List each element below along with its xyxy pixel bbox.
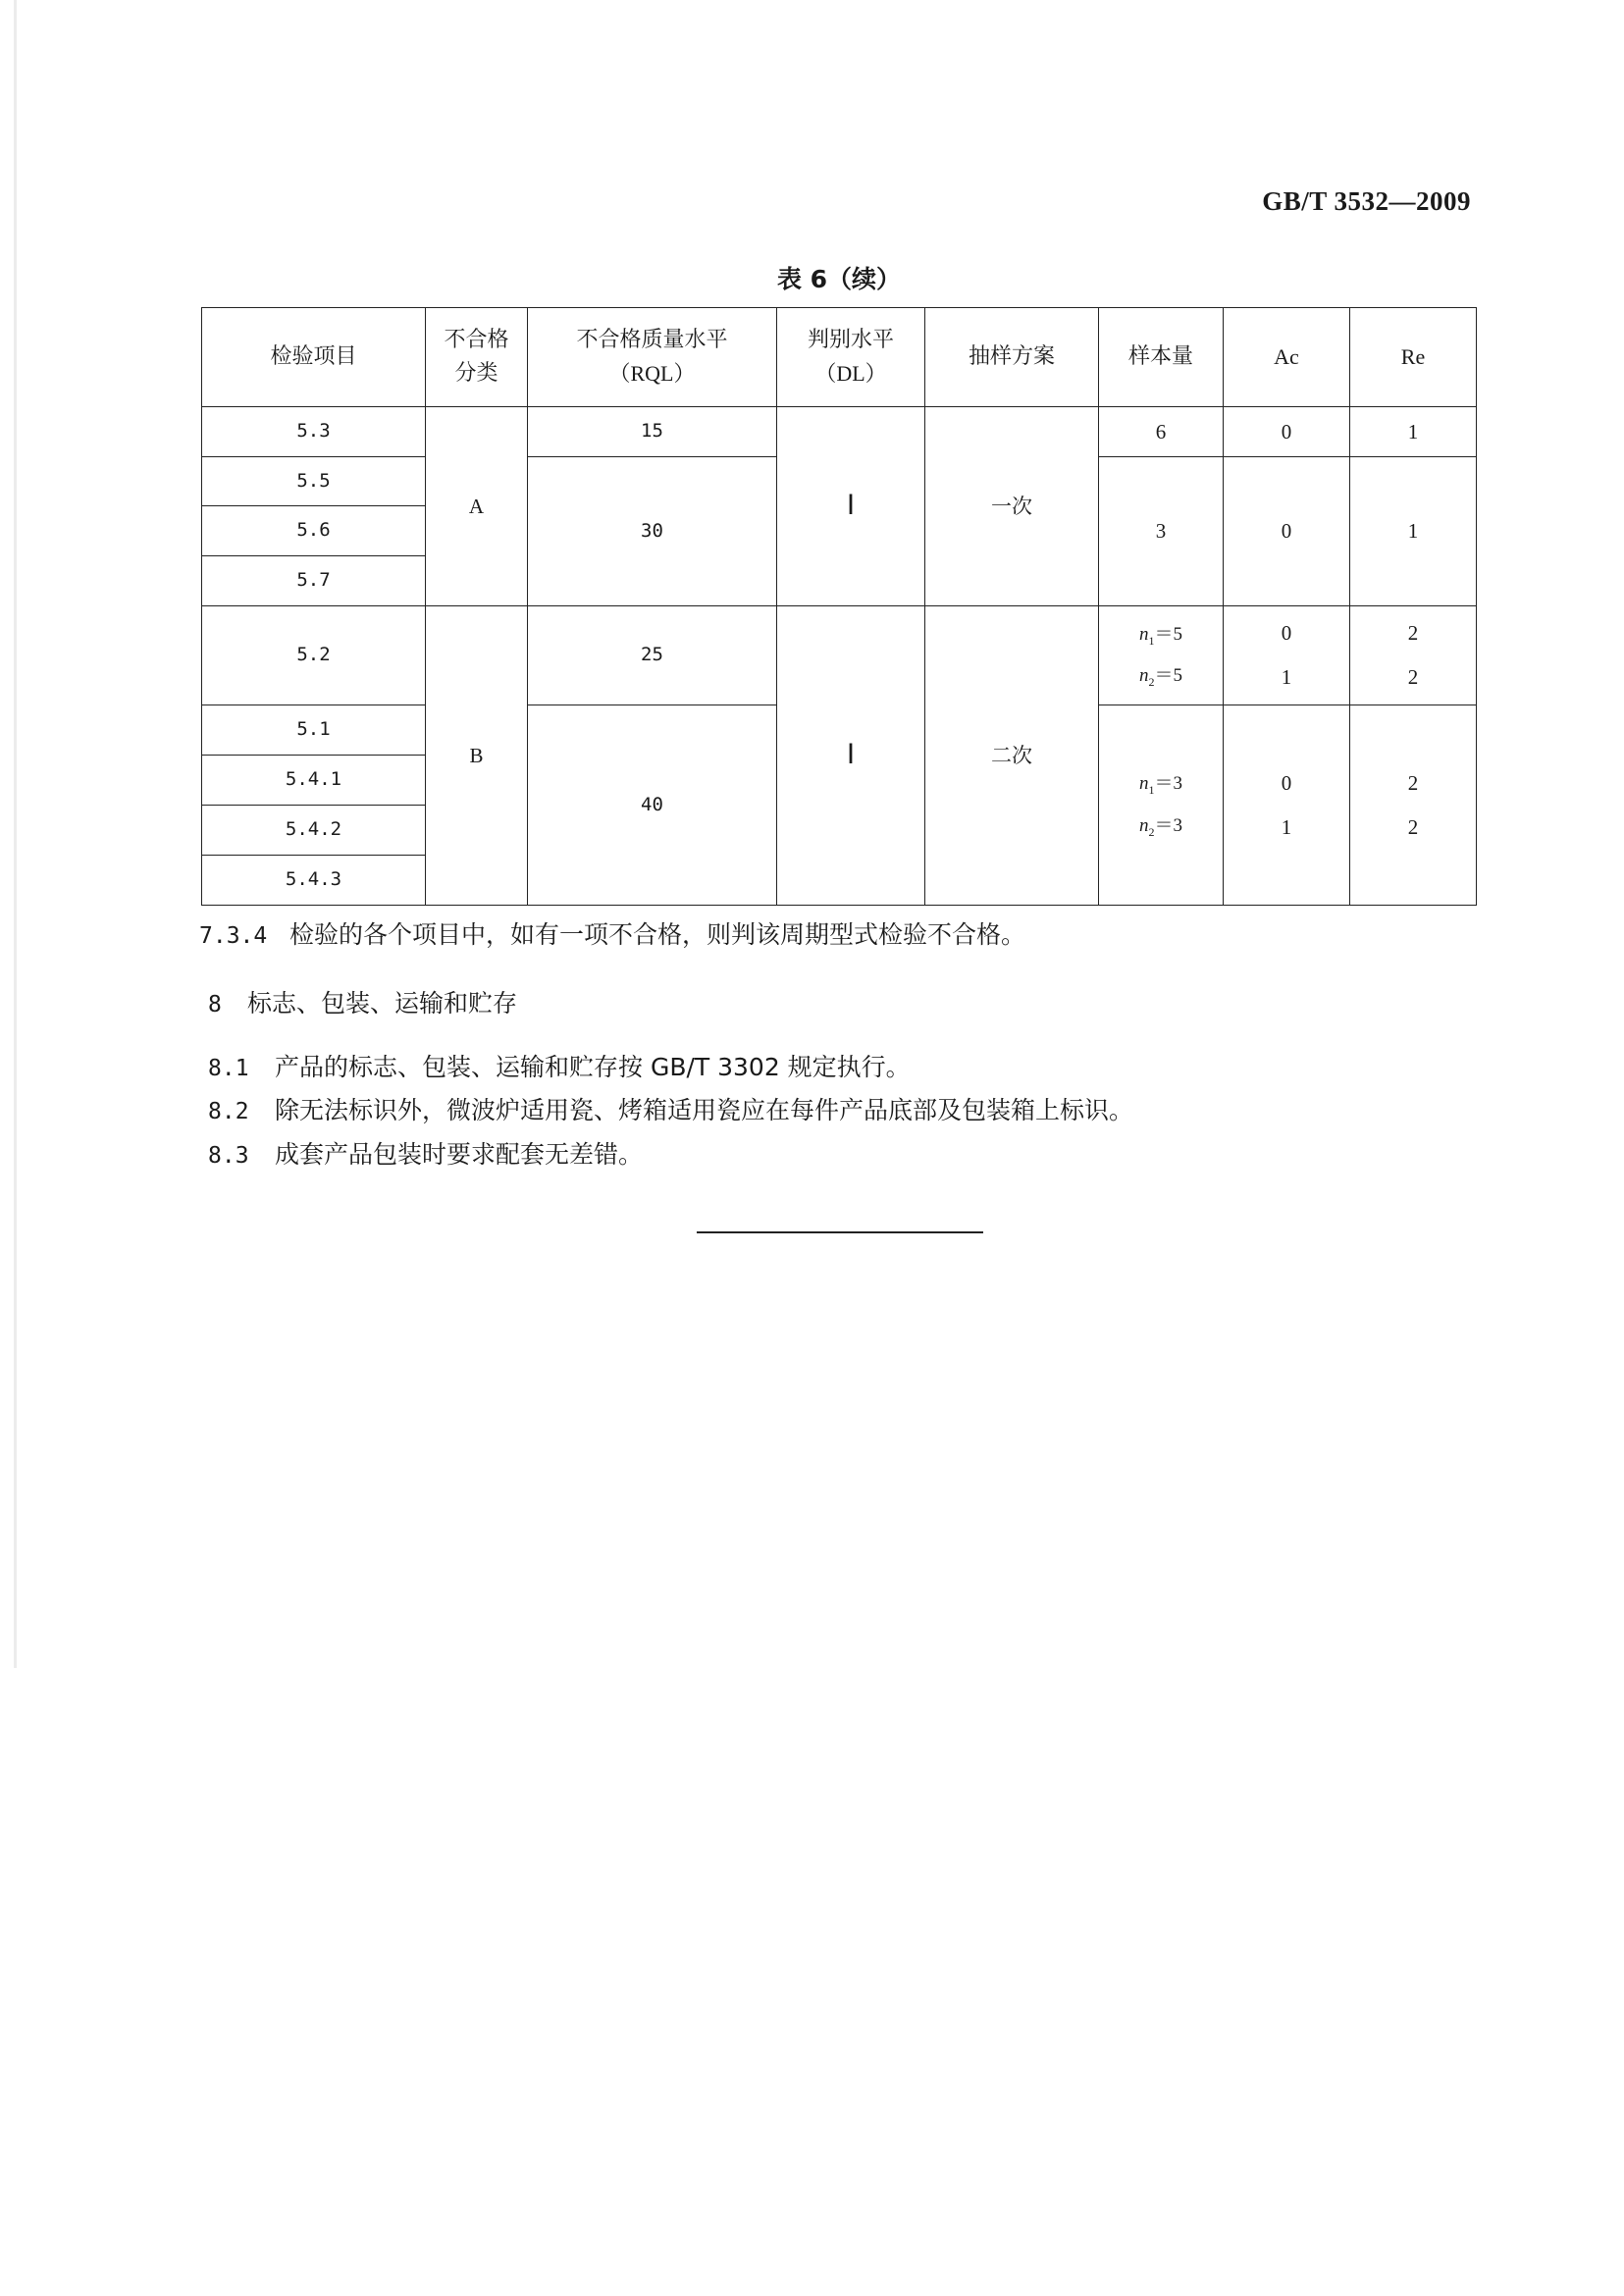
rql-cell: 25 — [528, 606, 777, 705]
n1-sample — [1131, 769, 1190, 799]
ac-value: 0 — [1281, 770, 1292, 795]
header-category-line1: 不合格 — [444, 327, 509, 352]
ac-pair — [1224, 617, 1349, 693]
re-cell: 1 — [1350, 407, 1477, 457]
table-row — [202, 407, 1477, 457]
re-value: 2 — [1407, 814, 1419, 839]
re-value: 2 — [1407, 621, 1419, 646]
clause-text: 成套产品包装时要求配套无差错。 — [275, 1140, 644, 1169]
section-title: 标志、包装、运输和贮存 — [247, 989, 518, 1018]
header-ac: Ac — [1224, 308, 1350, 407]
clause-8-1 — [208, 1048, 911, 1083]
re-pair — [1350, 617, 1476, 693]
section-8-heading — [208, 984, 517, 1019]
header-item: 检验项目 — [202, 308, 426, 407]
rql-cell: 40 — [528, 705, 777, 906]
sample-size-pair — [1099, 620, 1223, 692]
item-cell: 5.5 — [202, 457, 426, 506]
n-symbol: n — [1138, 773, 1149, 795]
item-cell: 5.6 — [202, 506, 426, 556]
n2-sample — [1131, 811, 1190, 841]
re-value: 2 — [1407, 770, 1419, 795]
n2-value: ＝5 — [1154, 665, 1182, 686]
n2-subscript: 2 — [1148, 824, 1155, 839]
item-cell: 5.7 — [202, 556, 426, 606]
clause-number: 8.3 — [208, 1143, 249, 1169]
dl-cell: Ⅰ — [777, 606, 925, 906]
re-cell — [1350, 606, 1477, 705]
header-dl-line1: 判别水平 — [807, 327, 894, 352]
table-header-row — [202, 308, 1477, 407]
category-cell: A — [426, 407, 528, 606]
n2-value: ＝3 — [1154, 814, 1182, 836]
item-cell: 5.3 — [202, 407, 426, 457]
n-symbol: n — [1138, 665, 1149, 686]
clause-7-3-4 — [199, 915, 1025, 951]
sample-size-cell: 3 — [1099, 457, 1224, 606]
ac-pair — [1224, 767, 1349, 843]
plan-cell: 一次 — [925, 407, 1099, 606]
clause-8-2 — [208, 1091, 1133, 1126]
item-cell: 5.4.2 — [202, 806, 426, 856]
rql-cell: 15 — [528, 407, 777, 457]
item-cell: 5.2 — [202, 606, 426, 705]
re-value: 2 — [1407, 665, 1419, 689]
clause-number: 7.3.4 — [199, 923, 268, 949]
n1-subscript: 1 — [1148, 782, 1155, 797]
n1-sample — [1131, 620, 1190, 650]
ac-value: 1 — [1281, 814, 1292, 839]
ac-value: 0 — [1281, 621, 1292, 646]
sample-size-cell — [1099, 606, 1224, 705]
category-cell: B — [426, 606, 528, 906]
header-plan: 抽样方案 — [925, 308, 1099, 407]
ac-cell: 0 — [1224, 407, 1350, 457]
n-symbol: n — [1138, 814, 1149, 836]
ac-value: 1 — [1281, 665, 1292, 689]
header-rql-line2: （RQL） — [608, 361, 696, 386]
header-rql-line1: 不合格质量水平 — [576, 327, 728, 352]
sampling-table — [201, 307, 1477, 906]
table-row — [202, 606, 1477, 705]
header-re: Re — [1350, 308, 1477, 407]
section-number: 8 — [208, 992, 222, 1018]
item-cell: 5.4.3 — [202, 856, 426, 906]
clause-text: 检验的各个项目中，如有一项不合格，则判该周期型式检验不合格。 — [289, 920, 1026, 949]
n1-subscript: 1 — [1148, 633, 1155, 648]
item-cell: 5.4.1 — [202, 756, 426, 806]
ac-cell — [1224, 606, 1350, 705]
n1-value: ＝5 — [1154, 623, 1182, 645]
scan-edge — [14, 0, 17, 1668]
table-caption: 表 6（续） — [776, 265, 902, 293]
end-rule — [697, 1231, 983, 1233]
ac-cell: 0 — [1224, 457, 1350, 606]
header-rql — [528, 308, 777, 407]
clause-8-3 — [208, 1135, 643, 1171]
re-cell: 1 — [1350, 457, 1477, 606]
n-symbol: n — [1138, 623, 1149, 645]
clause-number: 8.2 — [208, 1099, 249, 1124]
re-cell — [1350, 705, 1477, 906]
header-dl-line2: （DL） — [814, 361, 887, 386]
header-sample-size: 样本量 — [1099, 308, 1224, 407]
ac-cell — [1224, 705, 1350, 906]
n2-subscript: 2 — [1148, 674, 1155, 689]
header-category-line2: 分类 — [454, 361, 498, 386]
sample-size-cell — [1099, 705, 1224, 906]
plan-cell: 二次 — [925, 606, 1099, 906]
rql-cell: 30 — [528, 457, 777, 606]
n1-value: ＝3 — [1154, 773, 1182, 795]
sample-size-cell: 6 — [1099, 407, 1224, 457]
dl-cell: Ⅰ — [777, 407, 925, 606]
clause-number: 8.1 — [208, 1056, 249, 1081]
standard-code: GB/T 3532—2009 — [1262, 186, 1471, 216]
clause-text: 除无法标识外，微波炉适用瓷、烤箱适用瓷应在每件产品底部及包装箱上标识。 — [275, 1096, 1134, 1124]
clause-text: 产品的标志、包装、运输和贮存按 GB/T 3302 规定执行。 — [275, 1053, 911, 1081]
re-pair — [1350, 767, 1476, 843]
item-cell: 5.1 — [202, 705, 426, 756]
n2-sample — [1131, 661, 1190, 691]
sample-size-pair — [1099, 769, 1223, 841]
header-category — [426, 308, 528, 407]
header-dl — [777, 308, 925, 407]
